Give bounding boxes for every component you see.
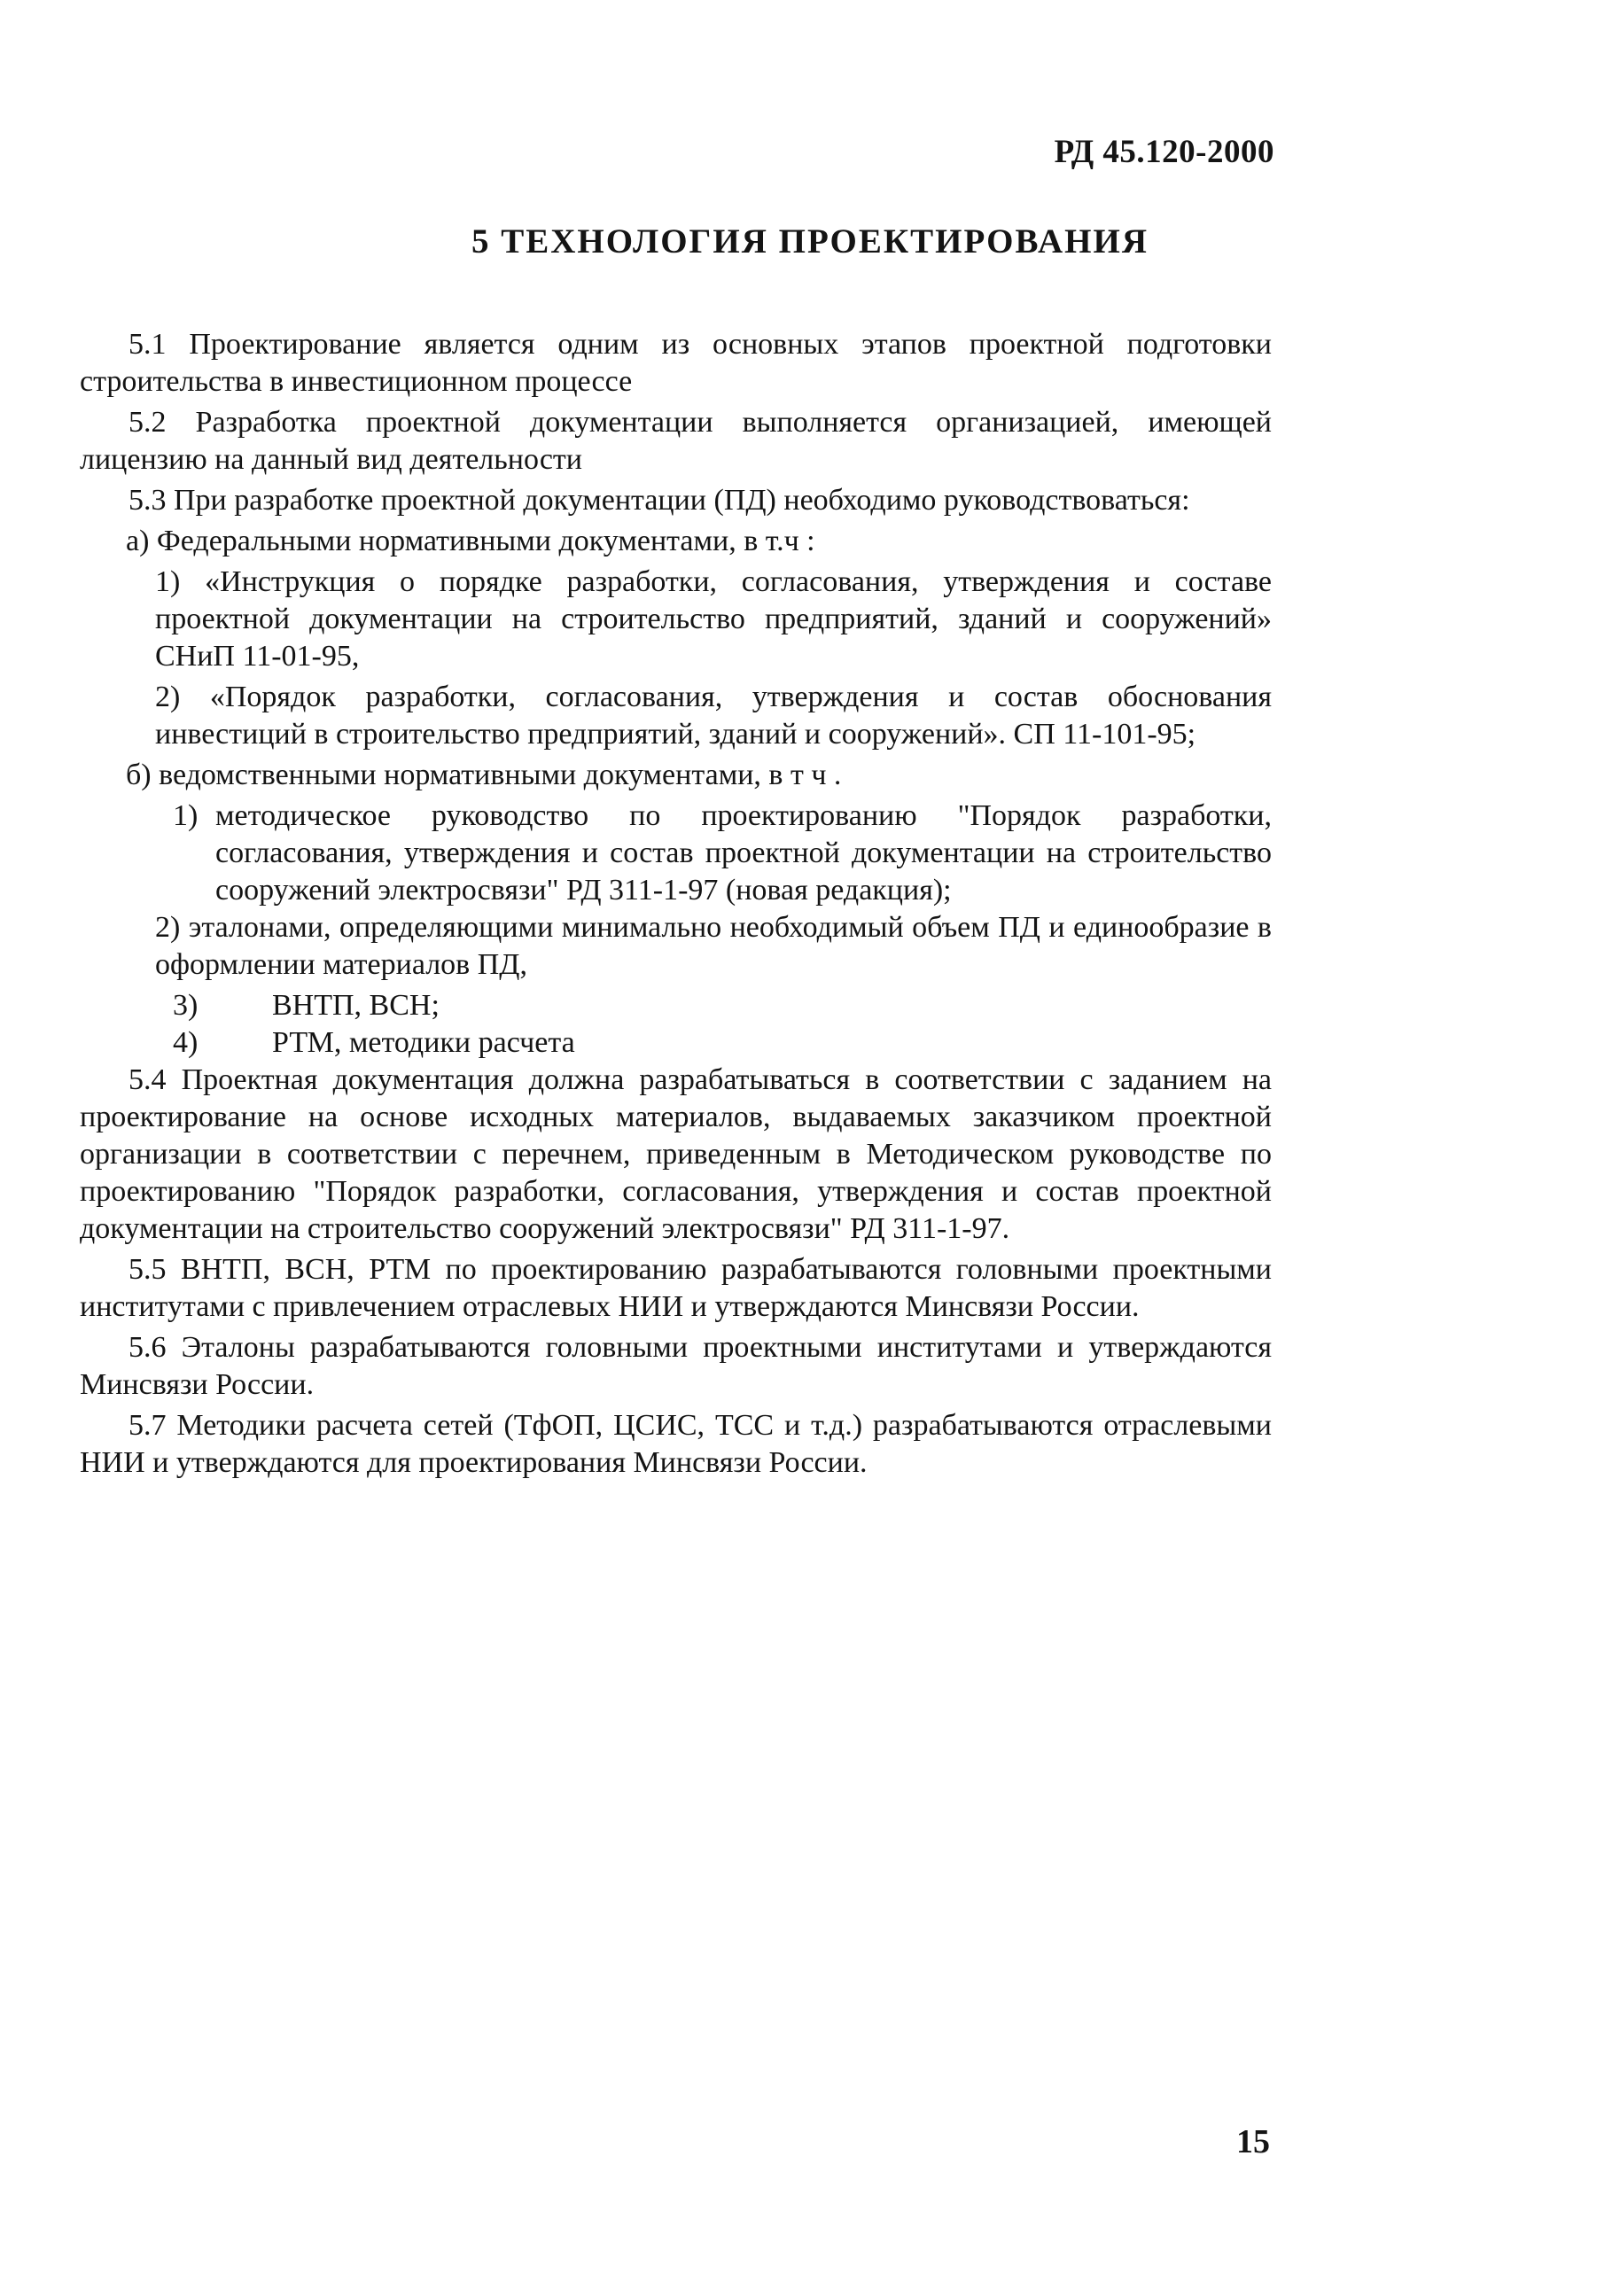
paragraph-5-1: 5.1 Проектирование является одним из основных этапов проектной подготовки строительства в инвестиционном процессе [80, 328, 1272, 398]
list-item-b-4 [80, 1024, 1272, 1062]
document-code: РД 45.120-2000 [1054, 134, 1274, 170]
list-item-b-3-number: 3) [173, 989, 199, 1022]
paragraph-5-5: 5.5 ВНТП, ВСН, РТМ по проектированию разрабатываются головными проектными институтами с привлечением отраслевых НИИ и утверждаются Минсвязи России. [80, 1253, 1272, 1323]
list-item-a-1: 1) «Инструкция о порядке разработки, согласования, утверждения и составе проектной документации на строительство предприятий, зданий и сооружений» СНиП 11-01-95, [155, 565, 1272, 673]
paragraph-5-2: 5.2 Разработка проектной документации выполняется организацией, имеющей лицензию на данный вид деятельности [80, 406, 1272, 476]
section-title: 5 ТЕХНОЛОГИЯ ПРОЕКТИРОВАНИЯ [471, 222, 1149, 261]
list-item-a-2: 2) «Порядок разработки, согласования, утверждения и состав обоснования инвестиций в строительство предприятий, зданий и сооружений». СП 11-101-95; [155, 681, 1272, 751]
list-item-b-2: 2) эталонами, определяющими минимально необходимый объем ПД и единообразие в оформлении материалов ПД, [155, 911, 1272, 981]
list-item-b-1 [80, 798, 1272, 909]
list-item-b-4-text: РТМ, методики расчета [272, 1026, 575, 1059]
paragraph-5-6: 5.6 Эталоны разрабатываются головными проектными институтами и утверждаются Минсвязи России. [80, 1331, 1272, 1401]
list-item-b: б) ведомственными нормативными документами, в т ч . [126, 759, 842, 791]
list-item-a: а) Федеральными нормативными документами, в т.ч : [126, 525, 815, 557]
paragraph-5-7: 5.7 Методики расчета сетей (ТфОП, ЦСИС, ТСС и т.д.) разрабатываются отраслевыми НИИ и утверждаются для проектирования Минсвязи России. [80, 1409, 1272, 1479]
list-item-b-4-number: 4) [173, 1026, 199, 1059]
section-body [80, 326, 1272, 1485]
list-item-b-3-text: ВНТП, ВСН; [272, 989, 440, 1022]
paragraph-5-4: 5.4 Проектная документация должна разрабатываться в соответствии с заданием на проектирование на основе исходных материалов, выдаваемых заказчиком проектной организации в соответствии с перечнем, приведенным в Методическом руководстве по проектированию "Порядок разработки, согласования, утверждения и состав проектной документации на строительство сооружений электросвязи" РД 311-1-97. [80, 1063, 1272, 1245]
list-item-b-1-number: 1) [173, 799, 199, 832]
paragraph-5-3: 5.3 При разработке проектной документации (ПД) необходимо руководствоваться: [129, 484, 1190, 517]
list-item-b-1-text: методическое руководство по проектированию "Порядок разработки, согласования, утверждения и состав проектной документации на строительство сооружений электросвязи" РД 311-1-97 (новая редакция); [215, 799, 1272, 907]
page-number: 15 [1236, 2123, 1270, 2160]
list-item-b-3 [80, 987, 1272, 1024]
